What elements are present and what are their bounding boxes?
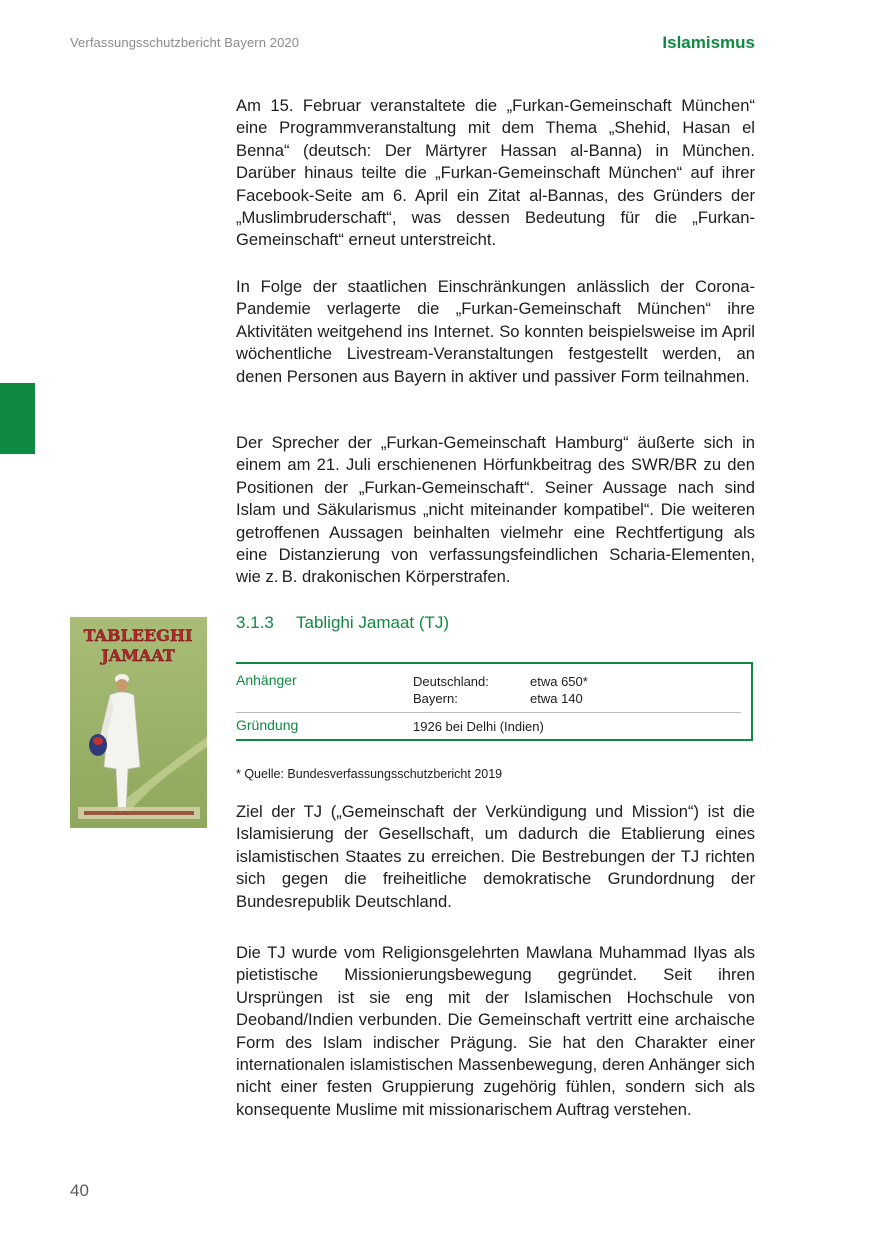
supporters-regions [413, 673, 489, 707]
running-header: Verfassungsschutzbericht Bayern 2020 [70, 35, 300, 50]
supporters-values [530, 673, 588, 707]
paragraph-corona-activities: In Folge der staatlichen Einschränkungen anlässlich der Corona-Pandemie verlagerte die „Furkan-Gemeinschaft München“ ihre Aktivitäten weitgehend ins Internet. So konnten beispielsweise im April wöchentliche Livestream-Veranstaltungen festgestellt werden, an denen Personen aus Bayern in aktiver und passiver Form teilnahmen. [236, 277, 755, 386]
fact-box [236, 662, 753, 741]
founding-label: Gründung [236, 717, 299, 733]
paragraph-furkan-event: Am 15. Februar veranstaltete die „Furkan-Gemeinschaft München“ eine Programmveranstaltung mit dem Thema „Shehid, Hasan el Benna“ (deutsch: Der Märtyrer Hassan al-Banna) in München. Darüber hinaus teilte die „Furkan-Gemeinschaft München“ auf ihrer Facebook-Seite am 6. April ein Zitat al-Bannas, des Gründers der „Muslimbruderschaft“, was dessen Bedeutung für die „Furkan-Gemeinschaft“ erneut unterstreicht. [236, 96, 755, 250]
fact-row-supporters [236, 672, 741, 713]
book-cover-title-line1: TABLEEGHI [83, 626, 193, 645]
subsection-number: 3.1.3 [236, 613, 274, 632]
chapter-side-marker [0, 383, 35, 454]
paragraph-hamburg-speaker: Der Sprecher der „Furkan-Gemeinschaft Hamburg“ äußerte sich in einem am 21. Juli erschienenen Hörfunkbeitrag des SWR/BR zu den Positionen der „Furkan-Gemeinschaft“. Seiner Aussage nach sind Islam und Säkularismus „nicht miteinander kompatibel“. Die weiteren getroffenen Aussagen beinhalten vielmehr eine Rechtfertigung als eine Distanzierung von verfassungsfeindlichen Scharia-Elementen, wie z. B. drakonischen Körperstrafen. [236, 433, 755, 587]
supporters-label: Anhänger [236, 672, 297, 688]
region-bavaria: Bayern: [413, 691, 458, 706]
founding-value: 1926 bei Delhi (Indien) [413, 719, 544, 734]
value-bavaria: etwa 140 [530, 691, 583, 706]
value-germany: etwa 650* [530, 674, 588, 689]
region-germany: Deutschland: [413, 674, 489, 689]
page-number: 40 [70, 1181, 89, 1200]
subsection-heading [236, 613, 449, 633]
paragraph-tj-goal: Ziel der TJ („Gemeinschaft der Verkündigung und Mission“) ist die Islamisierung der Gesellschaft, um dadurch die Etablierung eines islamistischen Staates zu erreichen. Die Bestrebungen der TJ richten sich gegen die freiheitliche demokratische Grundordnung der Bundesrepublik Deutschland. [236, 802, 755, 911]
section-label: Islamismus [662, 33, 755, 52]
book-cover-title-line2: JAMAAT [101, 646, 175, 665]
source-footnote: * Quelle: Bundesverfassungsschutzbericht 2019 [236, 767, 503, 781]
subsection-title: Tablighi Jamaat (TJ) [296, 613, 450, 632]
paragraph-tj-history: Die TJ wurde vom Religionsgelehrten Mawlana Muhammad Ilyas als pietistische Missionierungsbewegung gegründet. Seit ihren Ursprüngen ist sie eng mit der Islamischen Hochschule von Deoband/Indien verbunden. Die Gemeinschaft vertritt eine archaische Form des Islam indischer Prägung. Sie hat den Charakter einer internationalen islamistischen Massenbewegung, deren Anhänger sich nicht einer festen Gruppierung zugehörig fühlen, sondern sich als konsequente Muslime mit missionarischem Auftrag verstehen. [236, 943, 755, 1119]
book-cover-image [70, 617, 207, 828]
